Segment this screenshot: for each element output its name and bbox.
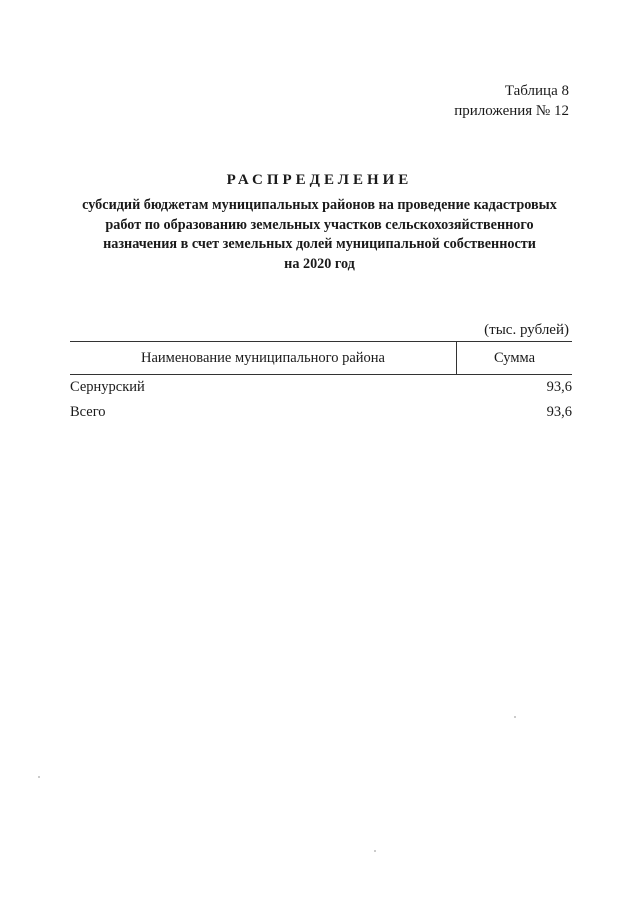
district-name: Сернурский [70, 379, 145, 395]
table-row-total [70, 400, 572, 425]
total-sum: 93,6 [546, 404, 572, 420]
scan-speck [38, 776, 40, 778]
distribution-table [70, 341, 572, 425]
document-heading: РАСПРЕДЕЛЕНИЕ [226, 172, 413, 188]
column-header-district: Наименование муниципального района [70, 342, 457, 374]
subtitle-line: на 2020 год [284, 255, 355, 272]
district-sum: 93,6 [546, 379, 572, 395]
table-reference [454, 81, 569, 121]
scan-speck [514, 716, 516, 718]
table-header [70, 341, 572, 375]
subtitle-line: субсидий бюджетам муниципальных районов на проведение кадастровых [82, 197, 557, 213]
units-label: (тыс. рублей) [484, 322, 569, 338]
subtitle-line: работ по образованию земельных участков сельскохозяйственного [105, 216, 534, 233]
total-label: Всего [70, 404, 106, 420]
table-row [70, 375, 572, 400]
appendix-number: приложения № 12 [454, 103, 569, 119]
subtitle-line: назначения в счет земельных долей муниципальной собственности [103, 236, 536, 252]
table-number: Таблица 8 [504, 83, 569, 99]
scan-speck [374, 850, 376, 852]
document-subtitle [60, 196, 579, 274]
column-header-sum: Сумма [493, 350, 536, 366]
